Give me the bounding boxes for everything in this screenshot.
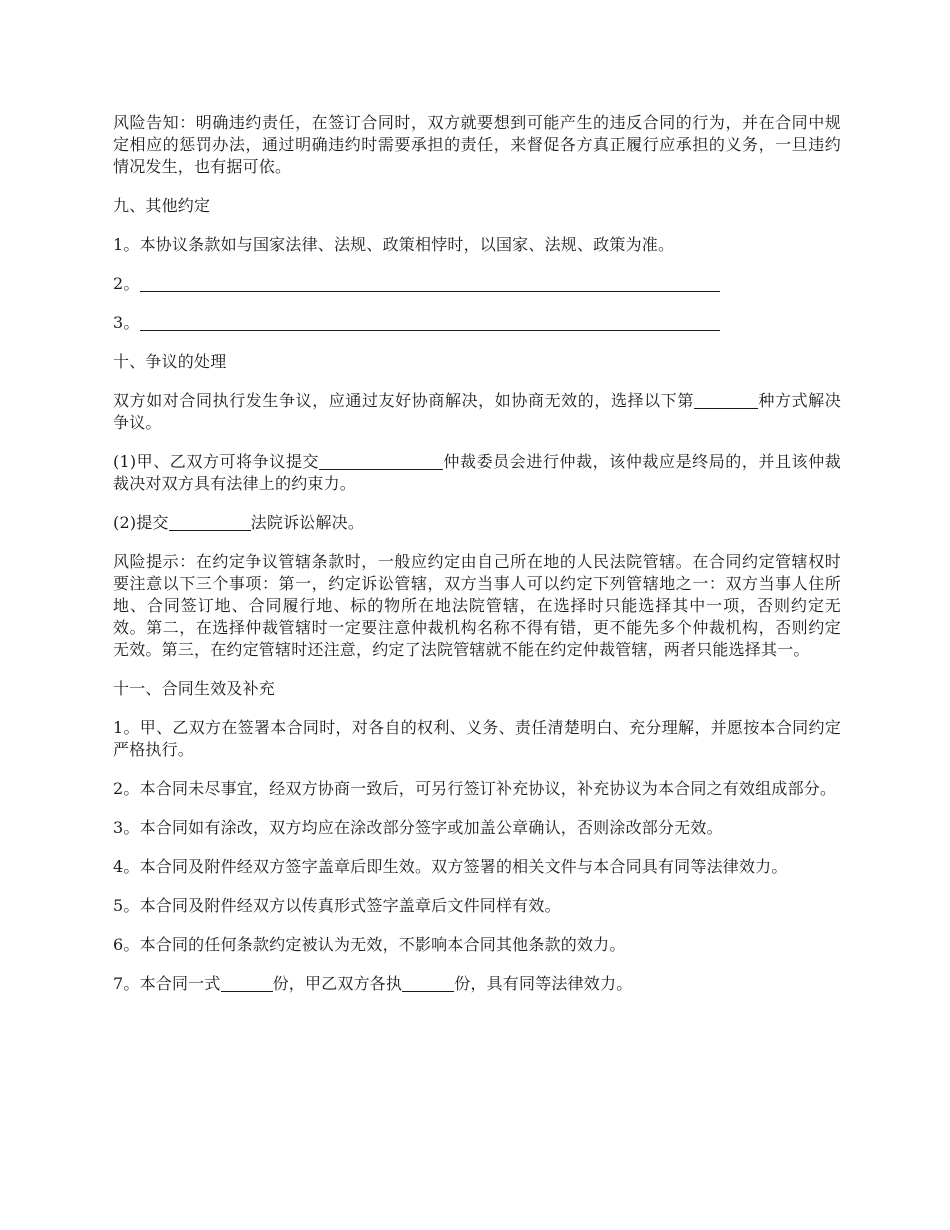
section-10-option-1 xyxy=(113,451,841,495)
method-choice-blank[interactable] xyxy=(694,392,758,409)
section-11-item-1: 1。甲、乙双方在签署本合同时，对各自的权利、义务、责任清楚明白、充分理解，并愿按本合同约定严格执行。 xyxy=(113,718,841,759)
section-11-title: 十一、合同生效及补充 xyxy=(113,679,276,698)
item-2-number: 2。 xyxy=(113,274,140,293)
item-2-blank-field[interactable] xyxy=(140,275,720,292)
section-11-item-3: 3。本合同如有涂改，双方均应在涂改部分签字或加盖公章确认，否则涂改部分无效。 xyxy=(113,818,723,837)
item-7-text-b: 份，甲乙双方各执 xyxy=(272,974,403,993)
section-10-intro xyxy=(113,390,841,434)
section-11-item-6: 6。本合同的任何条款约定被认为无效，不影响本合同其他条款的效力。 xyxy=(113,935,626,954)
section-11-item-2: 2。本合同未尽事宜，经双方协商一致后，可另行签订补充协议，补充协议为本合同之有效组成部分。 xyxy=(113,779,837,798)
option-2-text-a: (2)提交 xyxy=(113,513,169,532)
section-9-item-1: 1。本协议条款如与国家法律、法规、政策相悖时，以国家、法规、政策为准。 xyxy=(113,235,675,254)
intro-text-a: 双方如对合同执行发生争议，应通过友好协商解决，如协商无效的，选择以下第 xyxy=(113,391,694,410)
section-9-item-2 xyxy=(113,273,841,295)
item-7-text-c: 份，具有同等法律效力。 xyxy=(454,974,633,993)
item-3-blank-field[interactable] xyxy=(140,314,720,331)
copies-total-blank[interactable] xyxy=(221,975,273,992)
section-11-item-5: 5。本合同及附件经双方以传真形式签字盖章后文件同样有效。 xyxy=(113,896,561,915)
risk-notice-breach: 风险告知：明确违约责任，在签订合同时，双方就要想到可能产生的违反合同的行为，并在合同中规定相应的惩罚办法，通过明确违约时需要承担的责任，来督促各方真正履行应承担的义务，一旦违约情况发生，也有据可依。 xyxy=(113,113,841,176)
risk-notice-jurisdiction: 风险提示：在约定争议管辖条款时，一般应约定由自己所在地的人民法院管辖。在合同约定管辖权时要注意以下三个事项：第一，约定诉讼管辖，双方当事人可以约定下列管辖地之一：双方当事人住所地、合同签订地、合同履行地、标的物所在地法院管辖，在选择时只能选择其中一项，否则约定无效。第二，在选择仲裁管辖时一定要注意仲裁机构名称不得有错，更不能先多个仲裁机构，否则约定无效。第三，在约定管辖时还注意，约定了法院管辖就不能在约定仲裁管辖，两者只能选择其一。 xyxy=(113,552,841,659)
item-7-text-a: 7。本合同一式 xyxy=(113,974,221,993)
section-10-title: 十、争议的处理 xyxy=(113,352,227,371)
option-1-text-b: 仲裁委员会进行仲裁，该仲裁应是终局的，并且该仲裁裁决对双方具有法律上的约束力。 xyxy=(113,452,841,493)
section-11-item-7 xyxy=(113,973,841,995)
option-2-text-b: 法院诉讼解决。 xyxy=(250,513,365,532)
copies-each-blank[interactable] xyxy=(402,975,454,992)
intro-text-b: 种方式解决争议。 xyxy=(113,391,841,432)
section-9-title: 九、其他约定 xyxy=(113,196,211,215)
section-10-option-2 xyxy=(113,512,841,534)
item-3-number: 3。 xyxy=(113,313,140,332)
section-9-item-3 xyxy=(113,312,841,334)
arbitration-committee-blank[interactable] xyxy=(319,453,443,470)
section-11-item-4: 4。本合同及附件经双方签字盖章后即生效。双方签署的相关文件与本合同具有同等法律效力。 xyxy=(113,857,788,876)
court-name-blank[interactable] xyxy=(169,514,251,531)
document-page xyxy=(113,112,841,1012)
option-1-text-a: (1)甲、乙双方可将争议提交 xyxy=(113,452,320,471)
